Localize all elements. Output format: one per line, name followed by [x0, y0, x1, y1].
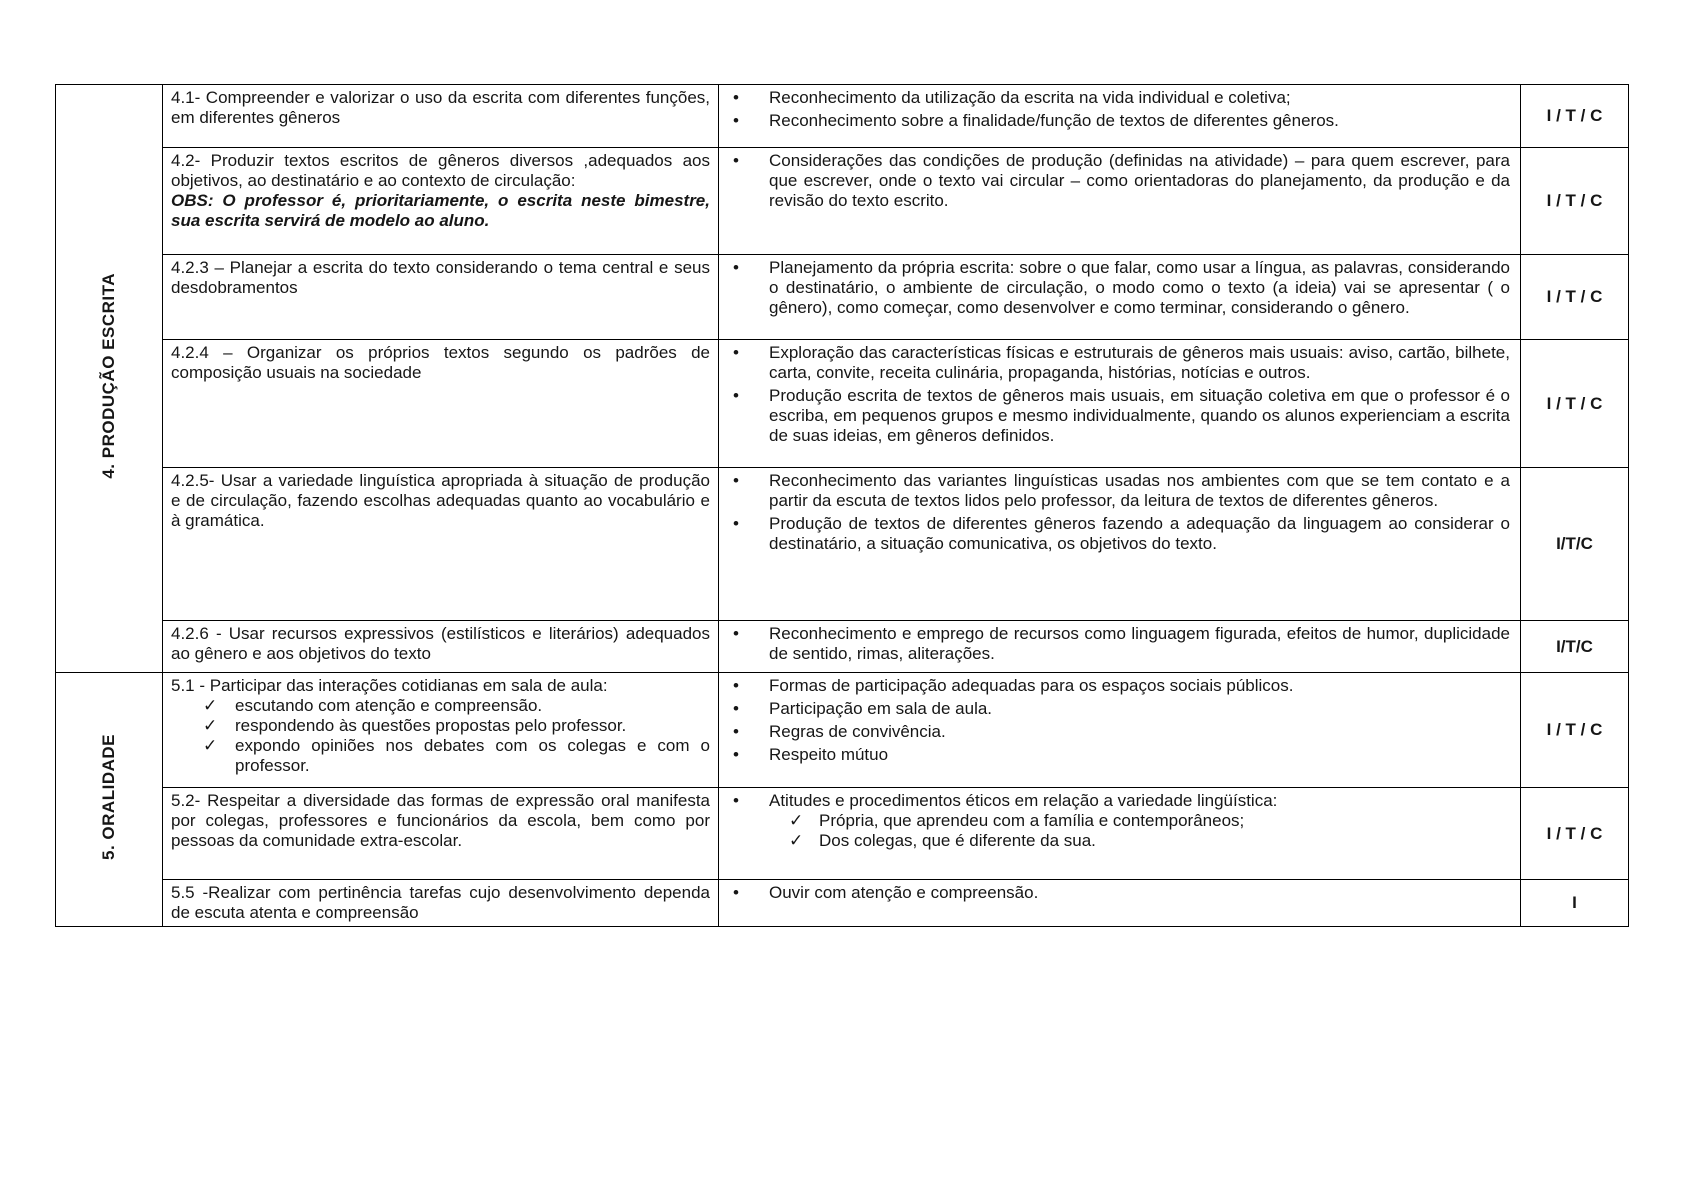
table-row: [56, 255, 1629, 340]
bullet-icon: •: [733, 699, 739, 718]
marker-cell: [1521, 85, 1629, 148]
check-text: respondendo às questões propostas pelo professor.: [235, 716, 627, 735]
marker-cell: [1521, 880, 1629, 927]
marker-text: I / T / C: [1546, 720, 1603, 739]
bullet-icon: •: [733, 745, 739, 764]
objective-text: 4.2.3 – Planejar a escrita do texto considerando o tema central e seus desdobramentos: [171, 258, 710, 297]
check-item: [171, 716, 710, 736]
objective-cell-5-1: [163, 673, 719, 788]
objective-obs-note: OBS: O professor é, prioritariamente, o escrita neste bimestre, sua escrita servirá de modelo ao aluno.: [171, 191, 710, 230]
check-text: escutando com atenção e compreensão.: [235, 696, 543, 715]
bullet-text: Atitudes e procedimentos éticos em relação a variedade lingüística:: [769, 791, 1278, 810]
objective-cell-4-2-3: [163, 255, 719, 340]
bullet-text: Planejamento da própria escrita: sobre o que falar, como usar a língua, as palavras, considerando o destinatário, o ambiente de circulação, o modo como o texto (a ideia) vai se apresentar ( o gênero), como começar, como desenvolver e como terminar, considerando o gênero.: [769, 258, 1510, 317]
check-text: Própria, que aprendeu com a família e contemporâneos;: [819, 811, 1245, 830]
marker-cell: [1521, 673, 1629, 788]
objective-text: 5.5 -Realizar com pertinência tarefas cujo desenvolvimento dependa de escuta atenta e compreensão: [171, 883, 710, 922]
bullet-icon: •: [733, 883, 739, 902]
objective-text: 4.2.5- Usar a variedade linguística apropriada à situação de produção e de circulação, fazendo escolhas adequadas quanto ao vocabulário e à gramática.: [171, 471, 710, 530]
bullet-text: Produção escrita de textos de gêneros mais usuais, em situação coletiva em que o professor é o escriba, em pequenos grupos e mesmo individualmente, quando os alunos experienciam a escrita de suas ideias, em gêneros definidos.: [769, 386, 1510, 445]
content-cell-4-2-3: [719, 255, 1521, 340]
bullet-text: Ouvir com atenção e compreensão.: [769, 883, 1039, 902]
check-icon: ✓: [203, 716, 218, 735]
check-text: expondo opiniões nos debates com os colegas e com o professor.: [235, 736, 710, 775]
bullet-text: Considerações das condições de produção (definidas na atividade) – para quem escrever, para que escrever, onde o texto vai circular – como orientadoras do planejamento, da produção e da revisão do texto escrito.: [769, 151, 1510, 210]
objective-text: 5.2- Respeitar a diversidade das formas de expressão oral manifesta por colegas, professores e funcionários da escola, bem como por pessoas da comunidade extra-escolar.: [171, 791, 710, 850]
bullet-text: Reconhecimento da utilização da escrita na vida individual e coletiva;: [769, 88, 1291, 107]
bullet-text: Participação em sala de aula.: [769, 699, 993, 718]
table-row: [56, 621, 1629, 673]
objective-cell-4-2-6: [163, 621, 719, 673]
bullet-text: Reconhecimento e emprego de recursos como linguagem figurada, efeitos de humor, duplicidade de sentido, rimas, aliterações.: [769, 624, 1510, 663]
objective-cell-4-1: [163, 85, 719, 148]
bullet-item: [719, 699, 1510, 719]
bullet-text: Exploração das características físicas e estruturais de gêneros mais usuais: aviso, cartão, bilhete, carta, convite, receita culinária, propaganda, histórias, notícias e outros.: [769, 343, 1510, 382]
marker-text: I / T / C: [1546, 106, 1603, 125]
check-text: Dos colegas, que é diferente da sua.: [819, 831, 1096, 850]
bullet-text: Produção de textos de diferentes gêneros fazendo a adequação da linguagem ao considerar o destinatário, a situação comunicativa, os objetivos do texto.: [769, 514, 1510, 553]
content-cell-4-2-6: [719, 621, 1521, 673]
bullet-item: [719, 343, 1510, 383]
marker-text: I / T / C: [1546, 287, 1603, 306]
check-item: [769, 811, 1510, 831]
marker-cell: [1521, 255, 1629, 340]
bullet-text: Reconhecimento das variantes linguísticas usadas nos ambientes com que se tem contato e a partir da escuta de textos lidos pelo professor, da leitura de textos de diferentes gêneros.: [769, 471, 1510, 510]
objective-cell-4-2-4: [163, 340, 719, 468]
bullet-icon: •: [733, 514, 739, 533]
bullet-text: Respeito mútuo: [769, 745, 889, 764]
table-row: [56, 673, 1629, 788]
marker-text: I: [1572, 893, 1577, 912]
bullet-icon: •: [733, 151, 739, 170]
bullet-item: [719, 722, 1510, 742]
objective-text: 4.1- Compreender e valorizar o uso da escrita com diferentes funções, em diferentes gêneros: [171, 88, 710, 127]
section-label-oralidade: 5. ORALIDADE: [99, 734, 118, 860]
table-row: [56, 788, 1629, 880]
bullet-item: [719, 88, 1510, 108]
objective-text: 5.1 - Participar das interações cotidianas em sala de aula:: [171, 676, 608, 695]
bullet-item: [719, 151, 1510, 211]
bullet-item: [719, 624, 1510, 664]
bullet-item: [719, 676, 1510, 696]
objective-text: 4.2- Produzir textos escritos de gêneros diversos ,adequados aos objetivos, ao destinatário e ao contexto de circulação:: [171, 151, 710, 190]
bullet-text: Reconhecimento sobre a finalidade/função de textos de diferentes gêneros.: [769, 111, 1339, 130]
bullet-item: [719, 745, 1510, 765]
bullet-item: [719, 386, 1510, 446]
table-row: [56, 148, 1629, 255]
content-cell-4-1: [719, 85, 1521, 148]
bullet-item: [719, 514, 1510, 554]
content-cell-4-2-5: [719, 468, 1521, 621]
table-row: [56, 340, 1629, 468]
bullet-item: [719, 258, 1510, 318]
check-icon: ✓: [789, 831, 804, 850]
bullet-icon: •: [733, 624, 739, 643]
check-item: [769, 831, 1510, 851]
check-item: [171, 696, 710, 716]
bullet-icon: •: [733, 88, 739, 107]
marker-cell: [1521, 788, 1629, 880]
check-icon: ✓: [789, 811, 804, 830]
content-cell-5-2: [719, 788, 1521, 880]
bullet-item: [719, 111, 1510, 131]
check-icon: ✓: [203, 736, 218, 755]
bullet-item: [719, 791, 1510, 851]
check-icon: ✓: [203, 696, 218, 715]
marker-text: I/T/C: [1556, 636, 1593, 656]
objective-cell-5-5: [163, 880, 719, 927]
marker-cell: [1521, 621, 1629, 673]
objective-cell-4-2: [163, 148, 719, 255]
bullet-icon: •: [733, 722, 739, 741]
check-item: [171, 736, 710, 776]
bullet-icon: •: [733, 676, 739, 695]
bullet-text: Regras de convivência.: [769, 722, 946, 741]
bullet-icon: •: [733, 791, 739, 810]
content-cell-4-2-4: [719, 340, 1521, 468]
marker-cell: [1521, 148, 1629, 255]
table-row: [56, 880, 1629, 927]
bullet-icon: •: [733, 111, 739, 130]
marker-cell: [1521, 468, 1629, 621]
objective-text: 4.2.6 - Usar recursos expressivos (estilísticos e literários) adequados ao gênero e aos objetivos do texto: [171, 624, 710, 663]
objective-cell-4-2-5: [163, 468, 719, 621]
bullet-item: [719, 883, 1510, 903]
marker-text: I/T/C: [1556, 534, 1593, 553]
content-cell-4-2: [719, 148, 1521, 255]
curriculum-table: [55, 84, 1629, 927]
bullet-icon: •: [733, 258, 739, 277]
marker-text: I / T / C: [1546, 823, 1603, 843]
bullet-icon: •: [733, 343, 739, 362]
content-cell-5-5: [719, 880, 1521, 927]
section-label-producao-escrita: 4. PRODUÇÃO ESCRITA: [99, 273, 118, 479]
table-row: [56, 85, 1629, 148]
marker-text: I / T / C: [1546, 393, 1603, 413]
bullet-icon: •: [733, 386, 739, 405]
section-cell-oralidade: [56, 673, 163, 927]
bullet-icon: •: [733, 471, 739, 490]
content-cell-5-1: [719, 673, 1521, 788]
marker-text: I / T / C: [1546, 191, 1603, 210]
bullet-item: [719, 471, 1510, 511]
objective-cell-5-2: [163, 788, 719, 880]
table-row: [56, 468, 1629, 621]
marker-cell: [1521, 340, 1629, 468]
section-cell-producao-escrita: [56, 85, 163, 673]
objective-text: 4.2.4 – Organizar os próprios textos segundo os padrões de composição usuais na sociedade: [171, 343, 710, 382]
bullet-text: Formas de participação adequadas para os espaços sociais públicos.: [769, 676, 1294, 695]
